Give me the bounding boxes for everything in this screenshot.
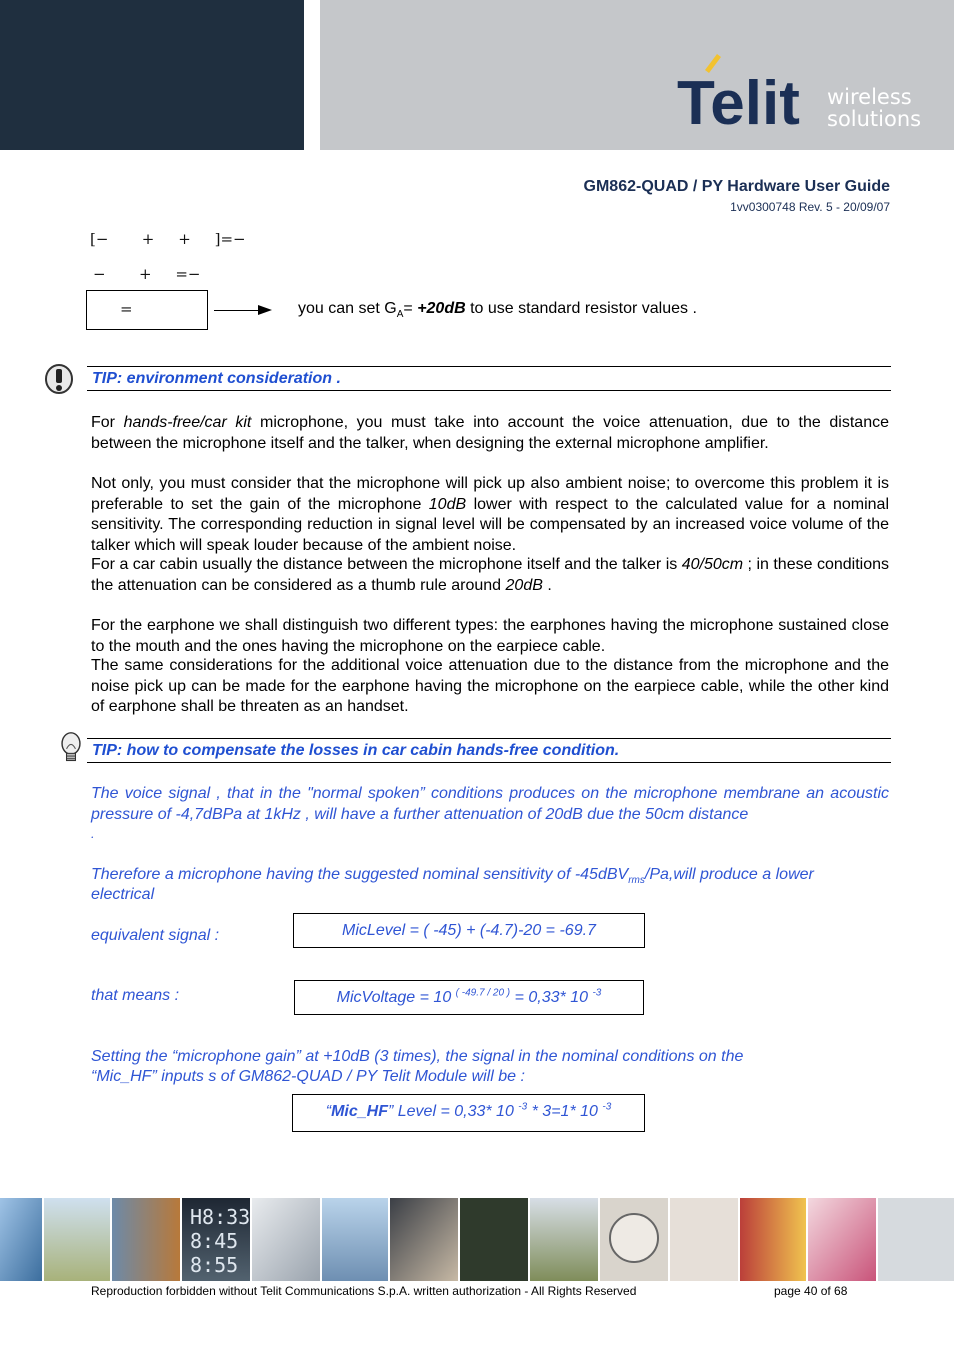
tip1-paragraph-3: For a car cabin usually the distance between the microphone itself and the talker is 40/50cm ; in these conditions the attenuation can be considered as a thumb rule around 20dB .	[91, 556, 890, 594]
header-dark-panel	[0, 0, 304, 150]
resistor-note: you can set $G_A= +20dB$ to use standard resistor values .	[298, 300, 697, 321]
warning-icon	[44, 362, 74, 396]
formula-box	[86, 290, 208, 330]
tip2-paragraph-2: Therefore a microphone having the suggested nominal sensitivity of -45dBV$_{rms}$/Pa,will produce a lower	[91, 866, 814, 887]
equivalent-signal-label: equivalent signal :	[91, 927, 220, 944]
formula-line-1: [− + + ]=−	[90, 230, 246, 248]
footer-page-number: page 40 of 68	[774, 1284, 848, 1298]
tip2-paragraph-3-line2: “Mic_HF” inputs s of GM862-QUAD / PY Telit Module will be :	[91, 1068, 525, 1085]
mic-voltage-box: MicVoltage = 10 $^{( -49.7 / 20 )}$ = 0,33* 10 $^{-3}$	[294, 980, 644, 1015]
formula-box-content: =	[120, 300, 133, 318]
footer-photo-strip	[0, 1198, 954, 1281]
tip2-paragraph-1: The voice signal , that in the "normal spoken” conditions produces on the microphone membrane an acoustic pressure of -4,7dBPa at 1kHz , will have a further attenuation of 20dB due the 50cm distance	[91, 785, 889, 823]
tip1-bottom-rule	[87, 390, 891, 391]
brand-main: Telit	[677, 69, 800, 132]
brand-sub2: solutions	[827, 107, 922, 131]
telit-logo	[675, 52, 935, 132]
formula-line-2: − + =−	[93, 265, 201, 283]
svg-text:H8:33: H8:33	[190, 1205, 251, 1229]
arrow-right-icon	[258, 305, 272, 315]
tip1-title: TIP: environment consideration .	[92, 370, 341, 387]
tip2-paragraph-2-cont: electrical	[91, 886, 155, 903]
tip1-paragraph-5: The same considerations for the additional voice attenuation due to the distance from the microphone and the noise pick up can be made for the earphone having the microphone on the earpiece cable, while the other kind of earphone shall be threaten as an handset.	[91, 657, 889, 715]
tip1-paragraph-2: Not only, you must consider that the microphone will pick up also ambient noise; to overcome this problem it is preferable to set the gain of the microphone 10dB lower with respect to the calculated value for a nominal sensitivity. The corresponding reduction in signal level will be compensated by an increased voice volume of the talker which will speak louder because of the ambient noise.	[91, 475, 889, 554]
footer-copyright: Reproduction forbidden without Telit Communications S.p.A. written authorization - All Rights Reserved	[91, 1284, 637, 1298]
tip2-paragraph-3-line1: Setting the “microphone gain” at +10dB (3 times), the signal in the nominal conditions on the	[91, 1048, 744, 1065]
tip2-top-rule	[87, 738, 891, 739]
doc-title: GM862-QUAD / PY Hardware User Guide	[583, 178, 890, 195]
svg-text:8:45: 8:45	[190, 1229, 239, 1253]
tip1-top-rule	[87, 366, 891, 367]
tip2-bottom-rule	[87, 762, 891, 763]
svg-text:8:55: 8:55	[190, 1253, 239, 1277]
tip1-paragraph-1: For hands-free/car kit microphone, you must take into account the voice attenuation, due to the distance between the microphone itself and the talker, when designing the external microphone amplifier.	[91, 414, 889, 452]
brand-sub1: wireless	[827, 85, 912, 109]
tip1-paragraph-4: For the earphone we shall distinguish two different types: the earphones having the microphone sustained close to the mouth and the ones having the microphone on the earpiece cable.	[91, 617, 889, 655]
that-means-label: that means :	[91, 987, 180, 1004]
mic-level-box: MicLevel = ( -45) + (-4.7)-20 = -69.7	[293, 913, 645, 948]
tip2-paragraph-1-end: .	[91, 826, 95, 841]
lightbulb-icon	[56, 731, 86, 765]
arrow-line	[214, 310, 260, 311]
tip2-title: TIP: how to compensate the losses in car cabin hands-free condition.	[92, 742, 620, 759]
mic-hf-level-box: “Mic_HF” Level = 0,33* 10 $^{-3}$ * 3=1* 10 $^{-3}$	[292, 1094, 645, 1132]
doc-revision: 1vv0300748 Rev. 5 - 20/09/07	[730, 200, 890, 214]
